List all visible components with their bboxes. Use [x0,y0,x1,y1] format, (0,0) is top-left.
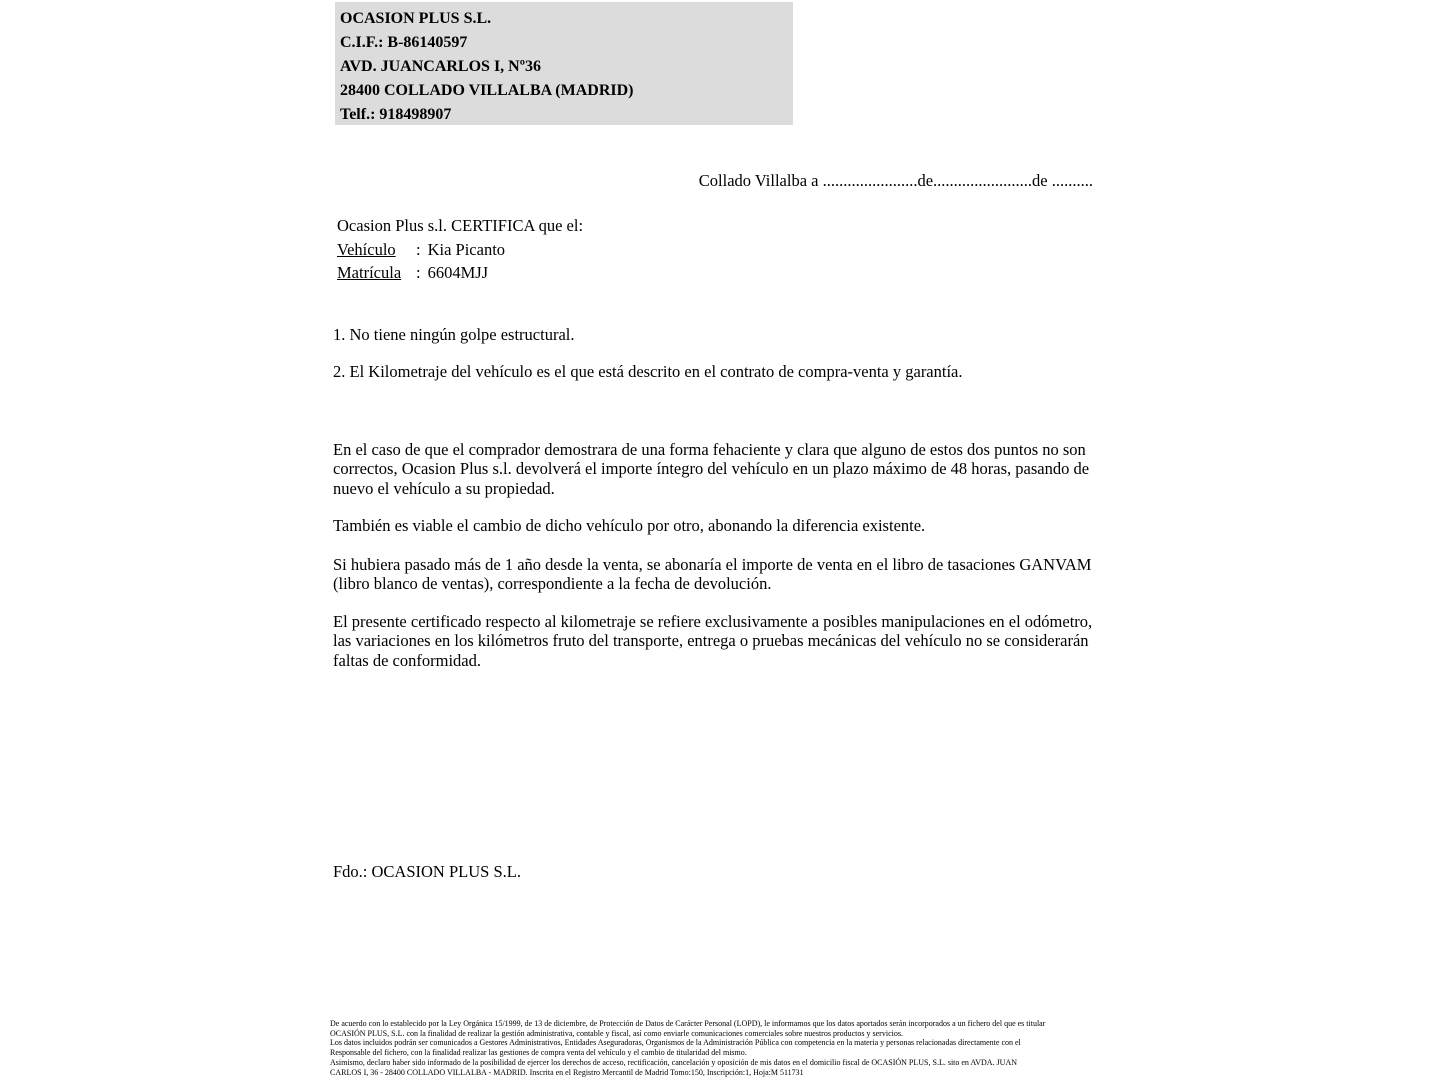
paragraph-refund-policy: En el caso de que el comprador demostrara de una forma fehaciente y clara que alguno de estos dos puntos no son correctos, Ocasion Plus s.l. devolverá el importe íntegro del vehículo en un plazo máximo de 48 horas, pasando de nuevo el vehículo a su propiedad. [333,440,1090,498]
plate-separator: : [416,263,421,282]
date-line: Collado Villalba a .......................de........................de .......... [698,171,1093,190]
vehicle-field-row [337,238,583,262]
legal-footer-line: Los datos incluidos podrán ser comunicados a Gestores Administrativos, Entidades Aseguradoras, Organismos de la Administración Pública con competencia en la materia y personas relacionadas directamente con el [330,1038,1021,1048]
certify-intro: Ocasion Plus s.l. CERTIFICA que el: [337,216,584,235]
company-address: AVD. JUANCARLOS I, Nº36 [340,58,542,75]
company-phone: Telf.: 918498907 [340,106,452,123]
paragraph-exchange-option: También es viable el cambio de dicho vehículo por otro, abonando la diferencia existente. [333,516,926,535]
paragraph-ganvam-valuation: Si hubiera pasado más de 1 año desde la venta, se abonaría el importe de venta en el libro de tasaciones GANVAM (libro blanco de ventas), correspondiente a la fecha de devolución. [333,554,1092,593]
legal-footer-line: CARLOS I, 36 - 28400 COLLADO VILLALBA - MADRID. Inscrita en el Registro Mercantil de Madrid Tomo:150, Inscripción:1, Hoja:M 511731 [330,1067,804,1077]
company-cif: C.I.F.: B-86140597 [340,34,468,51]
certified-point-mileage: 2. El Kilometraje del vehículo es el que está descrito en el contrato de compra-venta y garantía. [333,362,963,381]
plate-label: Matrícula [337,263,402,282]
legal-footer-line: De acuerdo con lo establecido por la Ley Orgánica 15/1999, de 13 de diciembre, de Protección de Datos de Carácter Personal (LOPD), le informamos que los datos aportados serán incorporados a un fichero del que es titular [330,1019,1046,1028]
company-city: 28400 COLLADO VILLALBA (MADRID) [340,82,634,99]
vehicle-label: Vehículo [337,239,396,259]
vehicle-value: Kia Picanto [427,239,506,259]
plate-value: 6604MJJ [427,263,489,282]
certified-point-structural: 1. No tiene ningún golpe estructural. [333,325,575,344]
signature-line: Fdo.: OCASION PLUS S.L. [333,862,521,881]
company-name: OCASION PLUS S.L. [340,10,492,27]
legal-footer-line: Asimismo, declaro haber sido informado de la posibilidad de ejercer los derechos de acceso, rectificación, cancelación y oposición de mis datos en el domicilio fiscal de OCASIÓN PLUS, S.L. sito en AVDA. JUAN [330,1057,1018,1067]
certify-block [337,214,583,285]
company-header-box [335,2,793,125]
vehicle-separator: : [416,239,421,259]
legal-footer-line: OCASIÓN PLUS, S.L. con la finalidad de realizar la gestión administrativa, contable y fiscal, así como enviarle comunicaciones comerciales sobre nuestros productos y servicios. [330,1028,903,1038]
legal-footer-line: Responsable del fichero, con la finalidad realizar las gestiones de compra venta del vehículo y el cambio de titularidad del mismo. [330,1048,747,1058]
plate-field-row [337,261,583,285]
legal-footer [330,1019,1120,1077]
paragraph-odometer-disclaimer: El presente certificado respecto al kilometraje se refiere exclusivamente a posibles manipulaciones en el odómetro, las variaciones en los kilómetros fruto del transporte, entrega o pruebas mecánicas del vehículo no se considerarán faltas de conformidad. [333,612,1093,670]
